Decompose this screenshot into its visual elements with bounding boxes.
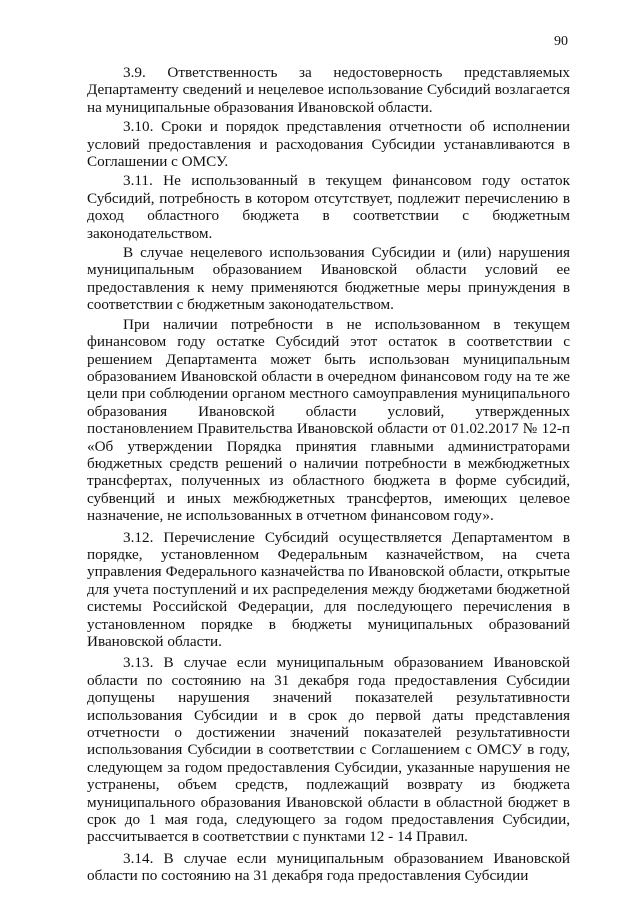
paragraph-3-14: 3.14. В случае если муниципальным образованием Ивановской области по состоянию на 31 декабря года предоставления Субсидии	[87, 849, 570, 885]
paragraph-3-12: 3.12. Перечисление Субсидий осуществляется Департаментом в порядке, установленном Федеральным казначейством, на счета управления Федерального казначейства по Ивановской области, открытые для учета поступлений и их распределения между бюджетами бюджетной системы Российской Федерации, для последующего перечисления в установленном порядке в бюджеты муниципальных образований Ивановской области.	[87, 528, 570, 650]
document-body	[87, 64, 570, 889]
paragraph-misuse-measures: В случае нецелевого использования Субсидии и (или) нарушения муниципальным образованием Ивановской области условий ее предоставления к нему применяются бюджетные меры принуждения в соответствии с бюджетным законодательством.	[87, 244, 570, 314]
paragraph-3-9: 3.9. Ответственность за недостоверность представляемых Департаменту сведений и нецелевое использование Субсидий возлагается на муниципальные образования Ивановской области.	[87, 64, 570, 116]
paragraph-3-13: 3.13. В случае если муниципальным образованием Ивановской области по состоянию на 31 декабря года предоставления Субсидии допущены нарушения значений показателей результативности использования Субсидии и в срок до первой даты представления отчетности о достижении значений показателей результативности использования Субсидии в соответствии с Соглашением с ОМСУ в году, следующем за годом предоставления Субсидии, указанные нарушения не устранены, объем средств, подлежащий возврату из бюджета муниципального образования Ивановской области в областной бюджет в срок до 1 мая года, следующего за годом предоставления Субсидии, рассчитывается в соответствии с пунктами 12 - 14 Правил.	[87, 654, 570, 846]
paragraph-3-11: 3.11. Не использованный в текущем финансовом году остаток Субсидий, потребность в котором отсутствует, подлежит перечислению в доход областного бюджета в соответствии с бюджетным законодательством.	[87, 172, 570, 242]
paragraph-3-10: 3.10. Сроки и порядок представления отчетности об исполнении условий предоставления и расходования Субсидии устанавливаются в Соглашении с ОМСУ.	[87, 118, 570, 171]
paragraph-unused-balance: При наличии потребности в не использованном в текущем финансовом году остатке Субсидий этот остаток в соответствии с решением Департамента может быть использован муниципальным образованием Ивановской области в очередном финансовом году на те же цели при соблюдении органом местного самоуправления муниципального образования Ивановской области условий, утвержденных постановлением Правительства Ивановской области от 01.02.2017 № 12-п «Об утверждении Порядка принятия главными администраторами бюджетных средств решений о наличии потребности в межбюджетных трансфертах, полученных из областного бюджета в форме субсидий, субвенций и иных межбюджетных трансфертов, имеющих целевое назначение, не использованных в отчетном финансовом году».	[87, 315, 570, 525]
page-number: 90	[554, 34, 568, 49]
